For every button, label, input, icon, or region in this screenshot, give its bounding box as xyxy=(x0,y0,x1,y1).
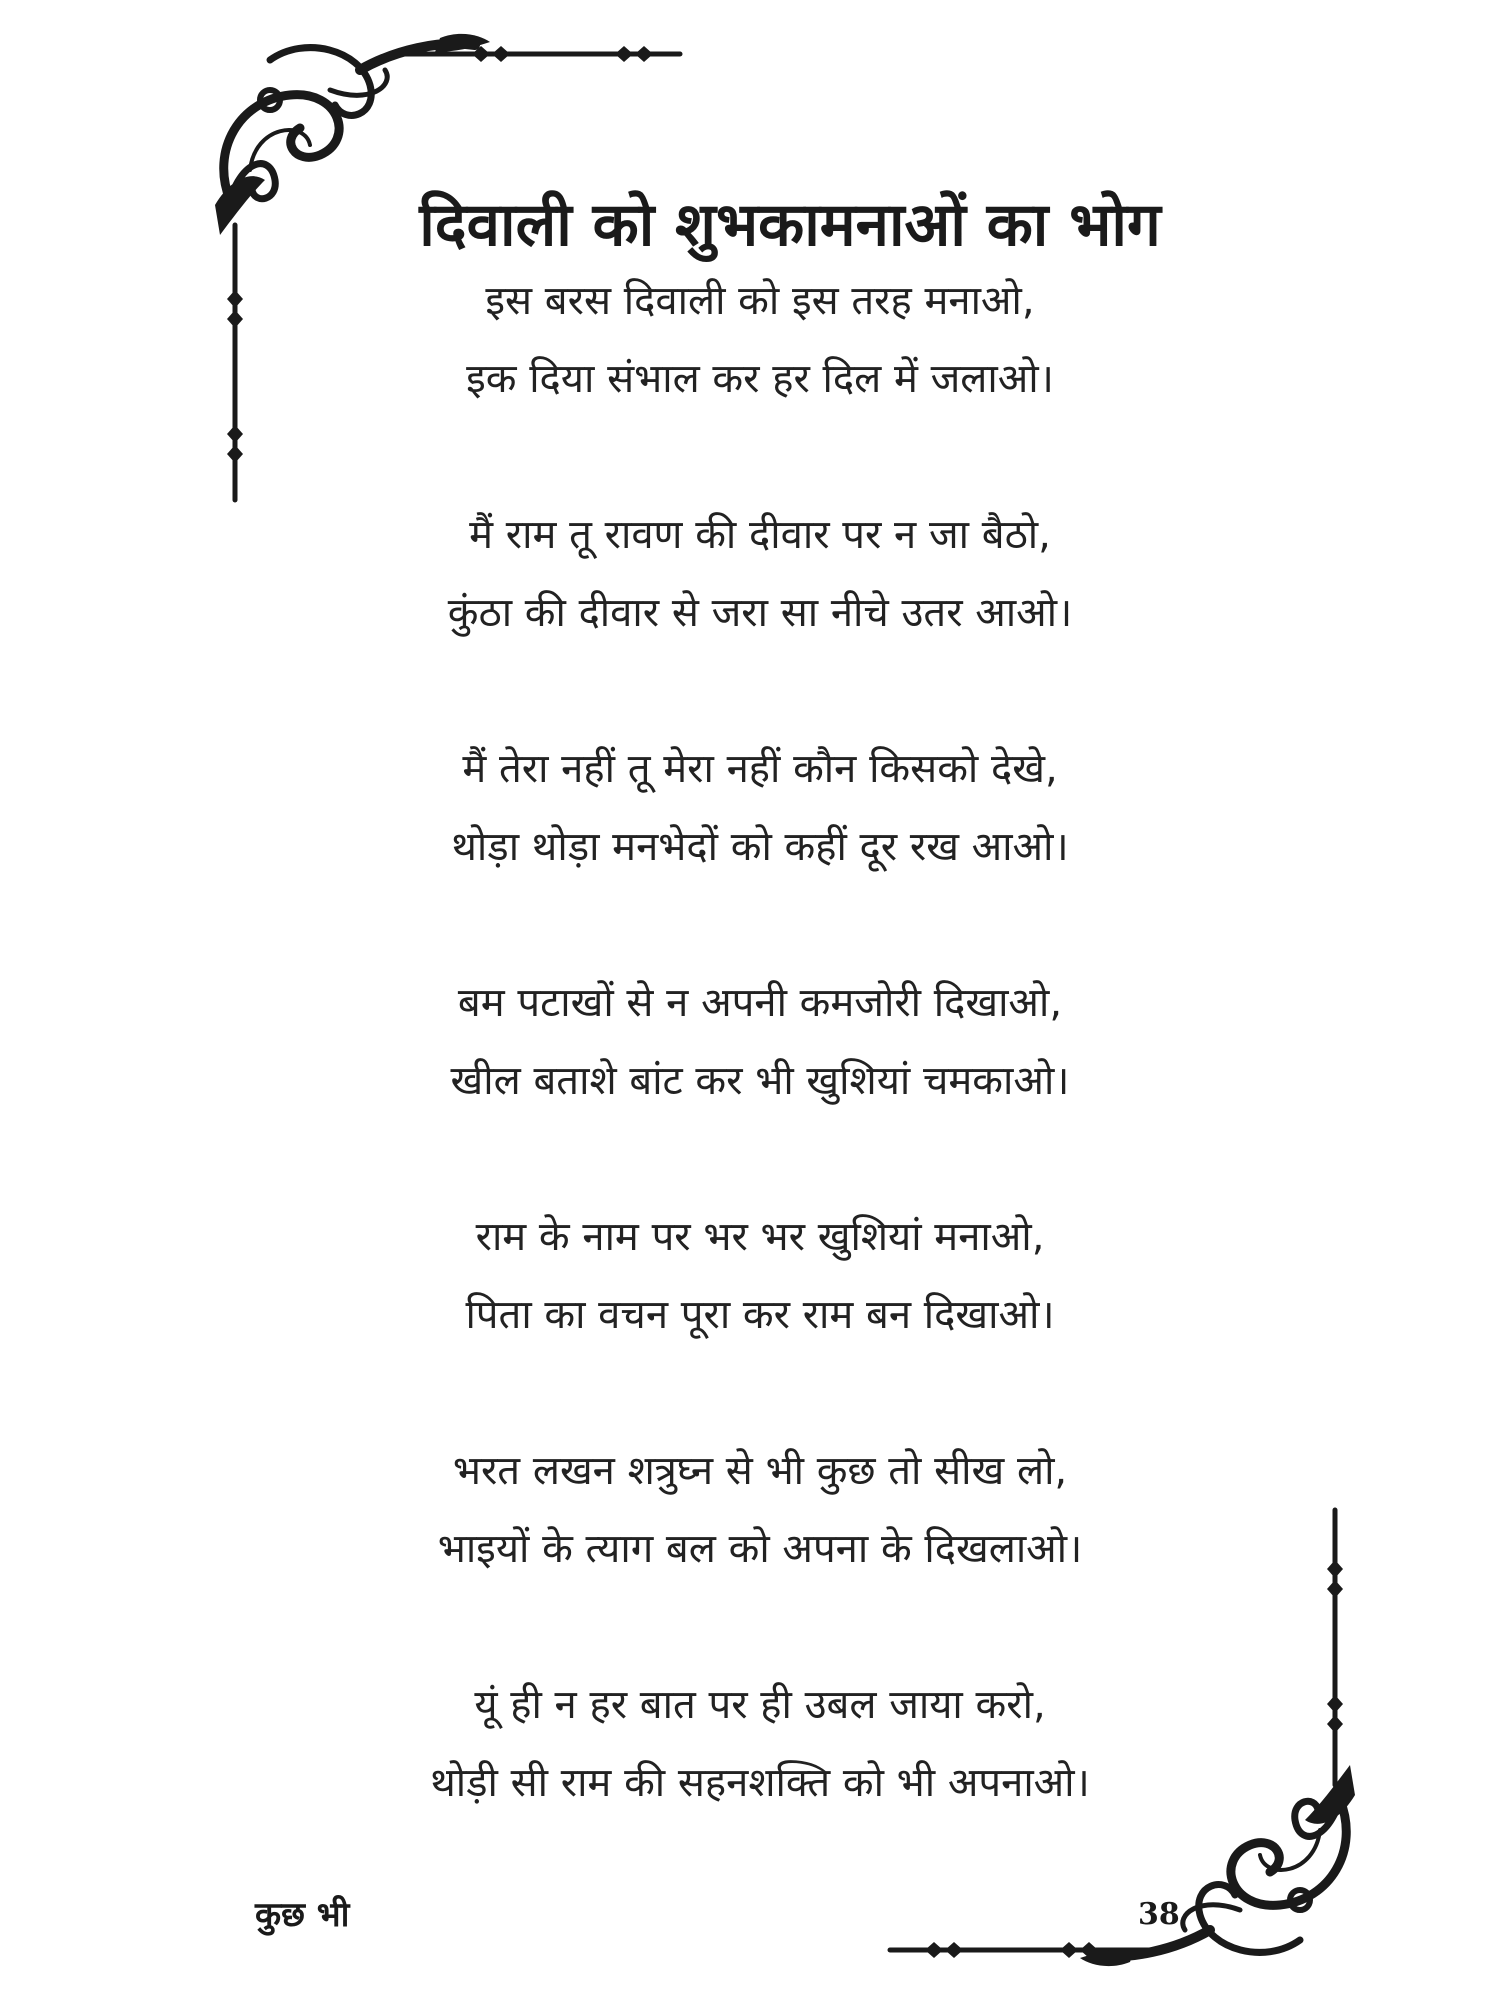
poem-stanza-3 xyxy=(380,730,1140,886)
poem-title: दिवाली को शुभकामनाओं का भोग xyxy=(419,190,1161,261)
poem-line: भरत लखन शत्रुघ्न से भी कुछ तो सीख लो, xyxy=(452,1448,1068,1494)
poem-line: राम के नाम पर भर भर खुशियां मनाओ, xyxy=(475,1214,1045,1260)
page-number: 38 xyxy=(1138,1897,1180,1932)
book-title-footer: कुछ भी xyxy=(255,1895,350,1935)
poem-stanza-4 xyxy=(380,964,1140,1120)
poem-line: बम पटाखों से न अपनी कमजोरी दिखाओ, xyxy=(457,980,1063,1026)
poem-line: मैं तेरा नहीं तू मेरा नहीं कौन किसको देखे, xyxy=(462,746,1058,792)
poem-line: भाइयों के त्याग बल को अपना के दिखलाओ। xyxy=(437,1526,1083,1572)
poem-line: थोड़ा थोड़ा मनभेदों को कहीं दूर रख आओ। xyxy=(451,824,1069,870)
poem-line: मैं राम तू रावण की दीवार पर न जा बैठो, xyxy=(469,512,1051,558)
poem-line: इक दिया संभाल कर हर दिल में जलाओ। xyxy=(466,356,1054,402)
poem-stanza-6 xyxy=(380,1432,1140,1588)
poem-stanza-2 xyxy=(380,496,1140,652)
poem-line: पिता का वचन पूरा कर राम बन दिखाओ। xyxy=(465,1292,1055,1338)
poem-stanza-5 xyxy=(380,1198,1140,1354)
poem-line: थोड़ी सी राम की सहनशक्ति को भी अपनाओ। xyxy=(430,1760,1090,1806)
poem-line: खील बताशे बांट कर भी खुशियां चमकाओ। xyxy=(450,1058,1070,1104)
poem-body xyxy=(380,262,1140,1900)
poem-line: कुंठा की दीवार से जरा सा नीचे उतर आओ। xyxy=(447,590,1073,636)
poem-stanza-1 xyxy=(380,262,1140,418)
poem-stanza-7 xyxy=(380,1666,1140,1822)
poem-line: इस बरस दिवाली को इस तरह मनाओ, xyxy=(485,278,1035,324)
poem-line: यूं ही न हर बात पर ही उबल जाया करो, xyxy=(474,1682,1046,1728)
